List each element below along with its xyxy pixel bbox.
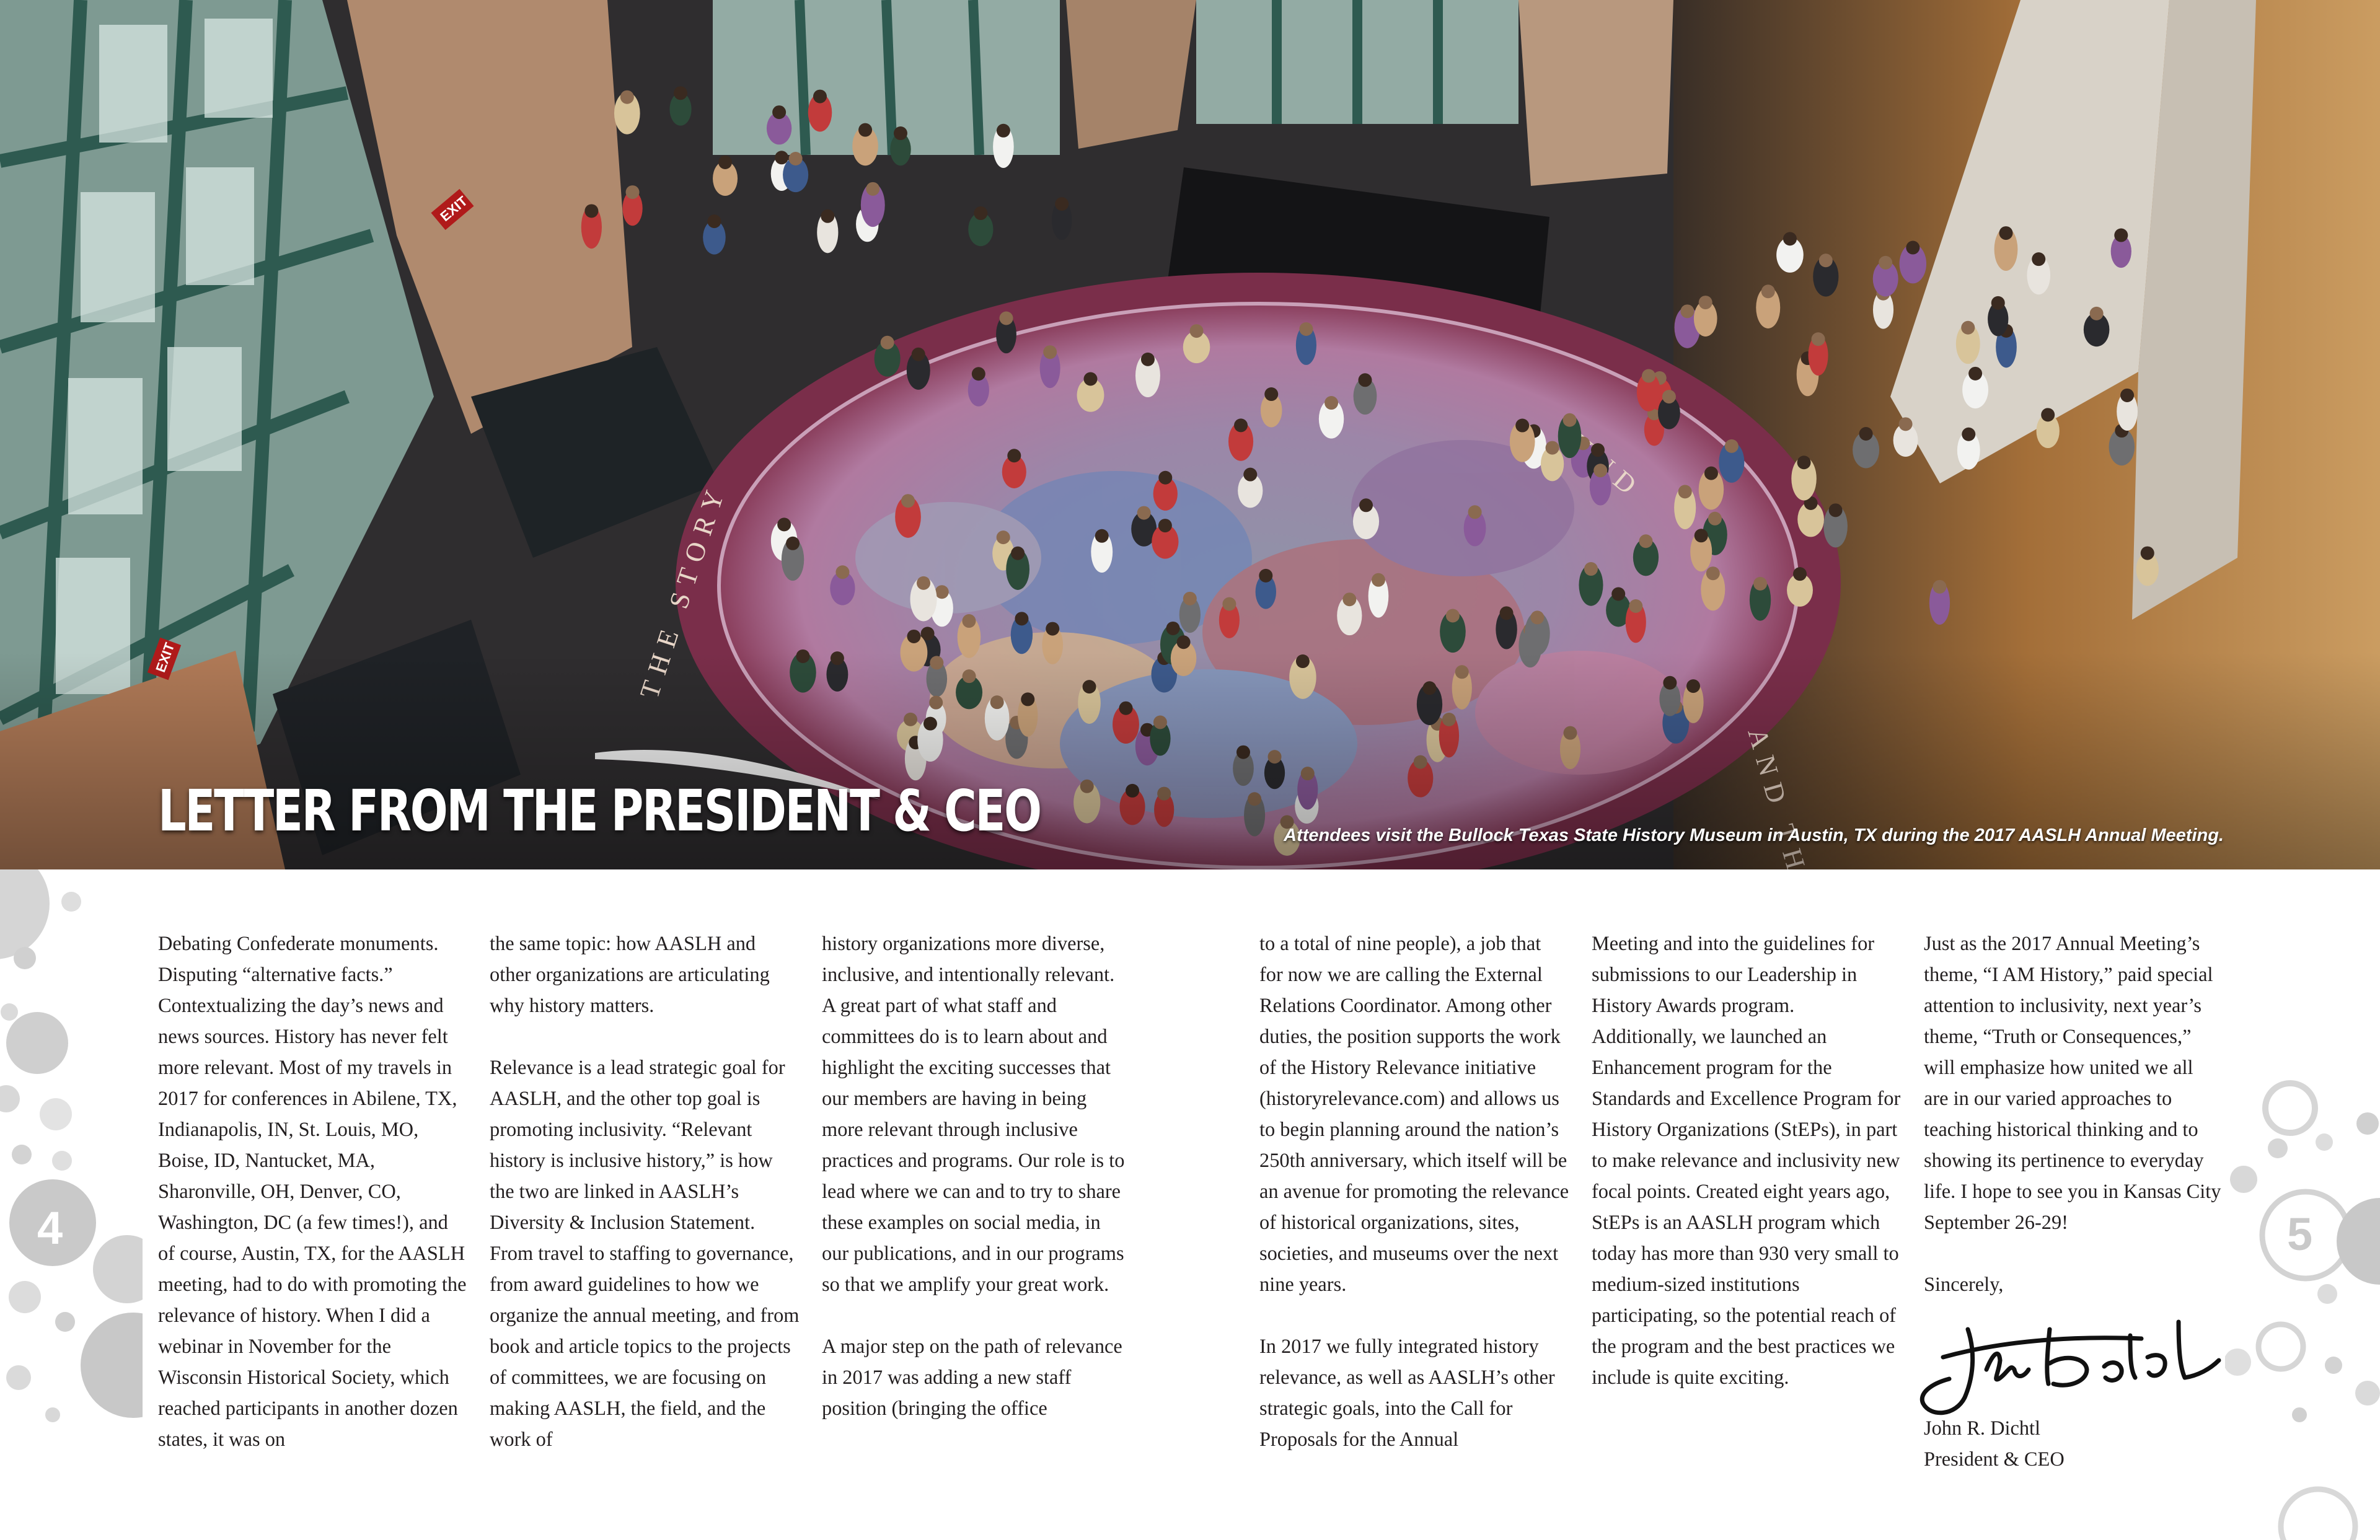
handwritten-signature	[1906, 1311, 2228, 1422]
decorative-circles-left	[0, 869, 143, 1540]
signer-name: John R. Dichtl	[1924, 1417, 2041, 1440]
letter-column-4	[1259, 928, 1569, 1486]
paragraph: to a total of nine people), a job that for now we are calling the External Relations Coordinator. Among other duties, the position supports the work of the History Relevance initiative (historyrelevance.com) and allows us to begin planning around the nation’s 250th anniversary, which itself will be an avenue for promoting the relevance of historical organizations, sites, societies, and museums over the next nine years.	[1259, 933, 1569, 1296]
letter-column-3	[822, 928, 1132, 1455]
paragraph: Relevance is a lead strategic goal for AASLH, and the other top goal is promoting inclusivity. “Relevant history is inclusive history,” is how the two are linked in AASLH’s Diversity & Inclusion Statement. From travel to staffing to governance, from award guidelines to how we organize the annual meeting, and from book and article topics to the projects of committees, we are focusing on making AASLH, the field, and the work of	[490, 1057, 800, 1451]
paragraph: In 2017 we fully integrated history relevance, as well as AASLH’s other strategic goals, into the Call for Proposals for the Annual	[1259, 1335, 1555, 1451]
paragraph: history organizations more diverse, inclusive, and intentionally relevant. A great part of what staff and committees do is to learn about and highlight the exciting successes that our members are having in being more relevant through inclusive practices and programs. Our role is to lead where we can and to try to share these examples on social media, in our publications, and in our programs so that we amplify your great work.	[822, 933, 1125, 1296]
letter-column-2	[490, 928, 800, 1486]
signer-title: President & CEO	[1924, 1448, 2065, 1471]
letter-column-1	[158, 928, 468, 1486]
decorative-circles-right	[2225, 869, 2380, 1540]
letter-column-5	[1592, 928, 1902, 1424]
page-title: LETTER FROM THE PRESIDENT & CEO	[158, 778, 1041, 844]
page-number-right: 5	[2287, 1208, 2313, 1260]
paragraph: Meeting and into the guidelines for submissions to our Leadership in History Awards program. Additionally, we launched an Enhancement program for the Standards and Excellence Program for History Organizations (StEPs), in part to make relevance and inclusivity new focal points. Created eight years ago, StEPs is an AASLH program which today has more than 930 very small to medium-sized institutions participating, so the potential reach of the program and the best practices we include is quite exciting.	[1592, 933, 1901, 1389]
sign-off: Sincerely,	[1924, 1274, 2004, 1296]
letter-column-6	[1924, 928, 2221, 1331]
paragraph: Just as the 2017 Annual Meeting’s theme, “I AM History,” paid special attention to inclusivity, next year’s theme, “Truth or Consequences,” will emphasize how united we all are in our varied approaches to teaching historical thinking and to showing its pertinence to everyday life. I hope to see you in Kansas City September 26-29!	[1924, 933, 2221, 1234]
paragraph: the same topic: how AASLH and other organizations are articulating why history matters.	[490, 933, 770, 1017]
paragraph: A major step on the path of relevance in 2017 was adding a new staff position (bringing the office	[822, 1335, 1122, 1420]
page-number-left: 4	[37, 1202, 63, 1254]
signer-block	[1924, 1413, 2065, 1475]
paragraph: Debating Confederate monuments. Disputing “alternative facts.” Contextualizing the day’s news and news sources. History has never felt more relevant. Most of my travels in 2017 for conferences in Abilene, TX, Indianapolis, IN, St. Louis, MO, Boise, ID, Nantucket, MA, Sharonville, OH, Denver, CO, Washington, DC (a few times!), and of course, Austin, TX, for the AASLH meeting, had to do with promoting the relevance of history. When I did a webinar in November for the Wisconsin Historical Society, which reached participants in another dozen states, it was on	[158, 933, 467, 1451]
photo-caption: Attendees visit the Bullock Texas State History Museum in Austin, TX during the 2017 AASLH Annual Meeting.	[1284, 825, 2224, 845]
